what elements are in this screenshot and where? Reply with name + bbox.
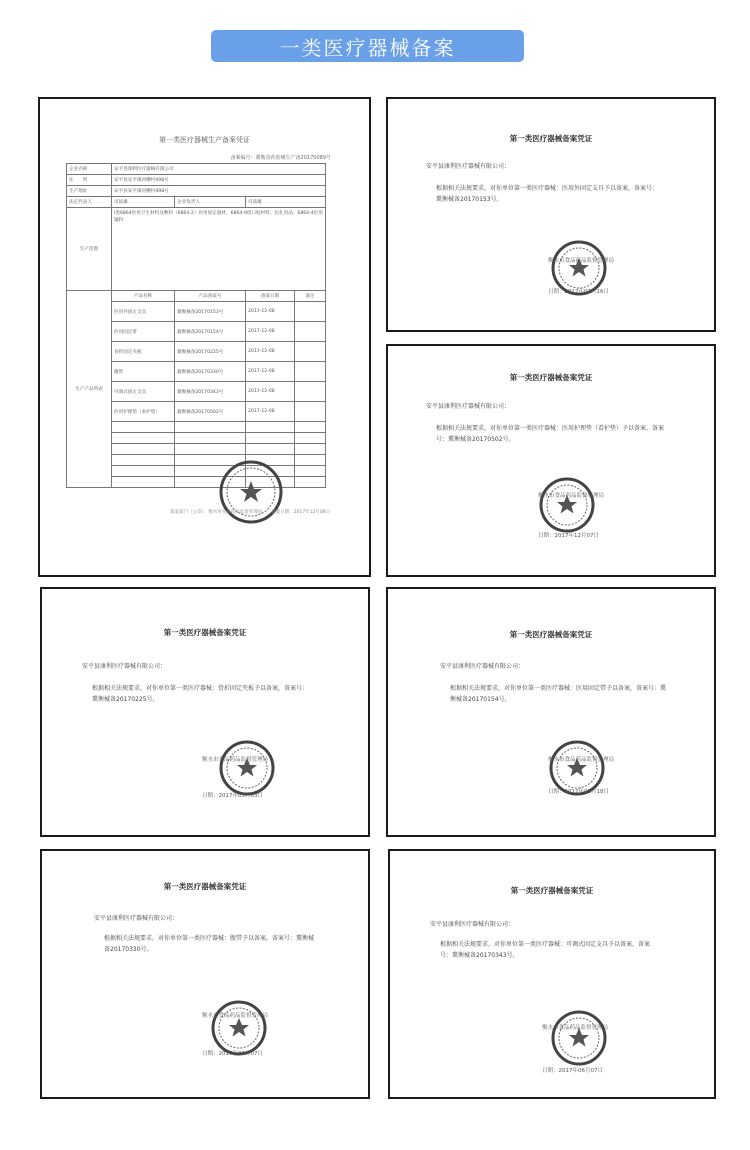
certificate-title: 第一类医疗器械备案凭证: [509, 134, 593, 143]
table-row: [67, 197, 326, 208]
certificate-date: 日期：2017年01月18日: [548, 789, 609, 795]
product-name: 医用护理垫（看护垫）: [112, 402, 175, 422]
page-title: 一类医疗器械备案: [279, 35, 456, 60]
row-label: 企业名称: [67, 164, 112, 175]
certificate-card: [40, 849, 370, 1099]
certificate-date: 日期：2017年06月07日: [202, 1051, 263, 1057]
certificate-date: 日期：2017年01月16日: [548, 289, 609, 295]
product-note: [295, 322, 326, 342]
registration-number: 备案编号：冀衡食药监械生产备20170089号: [230, 155, 331, 161]
product-name: 可调式固定支具: [112, 382, 175, 402]
certificate-body: 根据相关法规要求，对你单位第一类医疗器械：医用固定带予以备案，备案号：冀衡械备20170154号。: [450, 685, 667, 703]
registration-title: 第一类医疗器械生产备案凭证: [159, 136, 250, 144]
column-header: 备注: [295, 291, 326, 302]
certificate-recipient: 安平县康利医疗器械有限公司：: [440, 663, 525, 670]
row-value: 安平县安平镇河槽村498号: [112, 186, 326, 197]
official-seal-icon: [218, 739, 276, 797]
product-date: 2017-12-08: [246, 402, 295, 422]
product-note: [295, 302, 326, 322]
product-date: 2017-12-08: [246, 342, 295, 362]
registration-table: [66, 163, 326, 488]
certificate-title: 第一类医疗器械备案凭证: [509, 630, 593, 639]
row-label: 住 所: [67, 175, 112, 186]
certificate-title: 第一类医疗器械备案凭证: [163, 628, 247, 637]
certificate-date: 日期：2017年06月07日: [542, 1068, 603, 1074]
product-number: 冀衡械备20170153号: [175, 302, 246, 322]
scope-text: Ⅰ类6864医用卫生材料及敷料（6864-2）医用固定器材，6864-9创口贴材料、包扎用品；6864-4医用辅料: [112, 208, 326, 291]
product-note: [295, 342, 326, 362]
products-label: 生产产品列表: [67, 291, 112, 488]
product-note: [295, 362, 326, 382]
certificate-date: 日期：2017年05月03日: [202, 793, 263, 799]
certificate-title: 第一类医疗器械备案凭证: [163, 882, 247, 891]
product-date: 2017-12-08: [246, 382, 295, 402]
official-seal-icon: [550, 1009, 608, 1067]
table-row: [67, 186, 326, 197]
product-number: 冀衡械备20170225号: [175, 342, 246, 362]
product-note: [295, 382, 326, 402]
product-number: 冀衡械备20170330号: [175, 362, 246, 382]
table-row: [67, 164, 326, 175]
product-date: 2017-12-08: [246, 322, 295, 342]
certificate-card: [386, 587, 716, 837]
certificate-title: 第一类医疗器械备案凭证: [510, 886, 594, 895]
certificate-body: 根据相关法规要求，对你单位第一类医疗器械：可调式固定支具予以备案，备案号：冀衡械备20170343号。: [440, 941, 651, 959]
legal-rep-label: 法定代表人: [67, 197, 112, 208]
issuing-office: 衡水市食品药品监督管理局: [548, 757, 615, 763]
table-row: [67, 175, 326, 186]
table-row: [67, 208, 326, 291]
certificate-recipient: 安平县康利医疗器械有限公司：: [94, 915, 179, 922]
certificate-card: [386, 344, 716, 577]
issuing-office: 衡水市食品药品监督管理局: [542, 1025, 609, 1031]
certificate-card: [40, 587, 370, 837]
certificate-body: 根据相关法规要求，对你单位第一类医疗器械：腹带予以备案，备案号：冀衡械备20170330号。: [104, 935, 315, 953]
certificate-recipient: 安平县康利医疗器械有限公司：: [426, 163, 511, 170]
certificate-body: 根据相关法规要求，对你单位第一类医疗器械：骨折固定夹板予以备案，备案号：冀衡械备20170225号。: [92, 685, 309, 703]
certificate-recipient: 安平县康利医疗器械有限公司：: [82, 663, 167, 670]
issuing-office: 衡水市食品药品监督管理局: [548, 258, 615, 264]
owner-value: 司战雄: [246, 197, 326, 208]
column-header: 产品名称: [112, 291, 175, 302]
product-name: 腹带: [112, 362, 175, 382]
scope-label: 生产范围: [67, 208, 112, 291]
registration-footer: 备案部门（公章）：衡水市食品药品监督管理局 备案日期：2017年12月08日: [170, 510, 331, 515]
issuing-office: 衡水市食品药品监督管理局: [538, 493, 605, 499]
product-name: 医用固定带: [112, 322, 175, 342]
column-header: 备案日期: [246, 291, 295, 302]
product-number: 冀衡械备20170502号: [175, 402, 246, 422]
product-note: [295, 402, 326, 422]
legal-rep-value: 司战雄: [112, 197, 175, 208]
certificate-body: 根据相关法规要求，对你单位第一类医疗器械：医用外固定支具予以备案，备案号：冀衡械备20170153号。: [436, 185, 659, 203]
product-name: 骨折固定夹板: [112, 342, 175, 362]
product-number: 冀衡械备20170343号: [175, 382, 246, 402]
product-number: 冀衡械备20170154号: [175, 322, 246, 342]
certificate-date: 日期：2017年12月07日: [538, 533, 599, 539]
product-name: 医用外固定支具: [112, 302, 175, 322]
page-title-banner: [211, 30, 524, 62]
registration-certificate-card: [38, 97, 371, 577]
certificate-recipient: 安平县康利医疗器械有限公司：: [430, 921, 515, 928]
column-header: 产品备案号: [175, 291, 246, 302]
official-seal-icon: [538, 476, 596, 534]
issuing-office: 衡水市食品药品监督管理局: [202, 1013, 269, 1019]
product-date: 2017-12-08: [246, 302, 295, 322]
row-label: 生产地址: [67, 186, 112, 197]
table-row: [67, 291, 326, 302]
official-seal-icon: [218, 459, 284, 525]
certificate-recipient: 安平县康利医疗器械有限公司：: [426, 403, 511, 410]
product-date: 2017-12-08: [246, 362, 295, 382]
owner-label: 企业负责人: [175, 197, 246, 208]
issuing-office: 衡水市食品药品监督管理局: [202, 757, 269, 763]
certificate-card: [388, 849, 716, 1099]
certificate-body: 根据相关法规要求，对你单位第一类医疗器械：医用护理垫（看护垫）予以备案，备案号：冀衡械备20170502号。: [436, 425, 665, 443]
row-value: 安平县康利医疗器械有限公司: [112, 164, 326, 175]
certificate-title: 第一类医疗器械备案凭证: [509, 373, 593, 382]
row-value: 安平县安平镇河槽村498号: [112, 175, 326, 186]
certificate-card: [386, 97, 716, 332]
